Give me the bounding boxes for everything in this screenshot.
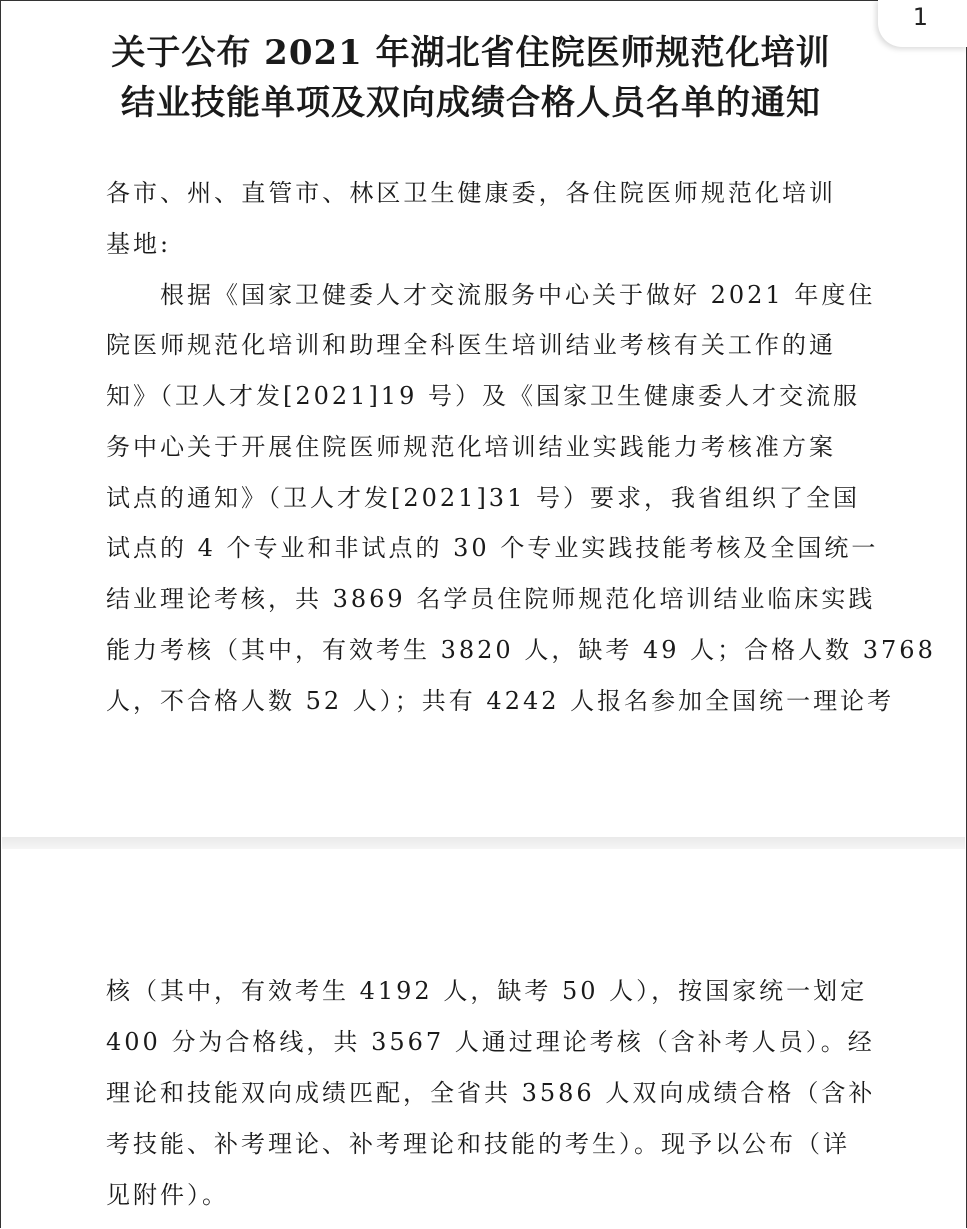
title-line-1: 关于公布 2021 年湖北省住院医师规范化培训: [111, 33, 831, 73]
page-separator: [2, 837, 965, 849]
title-line-2: 结业技能单项及双向成绩合格人员名单的通知: [121, 83, 821, 123]
body-line: 根据《国家卫健委人才交流服务中心关于做好 2021 年度住: [106, 281, 876, 309]
document-page-1: [1, 1, 966, 837]
body-line: 人，不合格人数 52 人）；共有 4242 人报名参加全国统一理论考: [106, 687, 895, 715]
body-line: 见附件）。: [106, 1181, 229, 1209]
body-line: 理论和技能双向成绩匹配，全省共 3586 人双向成绩合格（含补: [106, 1079, 876, 1107]
body-line: 结业理论考核，共 3869 名学员住院师规范化培训结业临床实践: [106, 585, 876, 613]
body-line: 试点的 4 个专业和非试点的 30 个专业实践技能考核及全国统一: [106, 534, 879, 562]
body-line: 核（其中，有效考生 4192 人，缺考 50 人），按国家统一划定: [106, 977, 868, 1005]
document-page-2: [1, 849, 966, 1229]
body-line: 400 分为合格线，共 3567 人通过理论考核（含补考人员）。经: [106, 1028, 875, 1056]
page-number: 1: [912, 3, 928, 31]
body-line: 基地:: [106, 230, 172, 258]
body-line: 能力考核（其中，有效考生 3820 人，缺考 49 人；合格人数 3768: [106, 636, 936, 664]
body-line: 各市、州、直管市、林区卫生健康委，各住院医师规范化培训: [106, 179, 836, 207]
body-line: 试点的通知》（卫人才发[2021]31 号）要求，我省组织了全国: [106, 484, 860, 512]
body-line: 院医师规范化培训和助理全科医生培训结业考核有关工作的通: [106, 331, 836, 359]
body-line: 考技能、补考理论、补考理论和技能的考生）。现予以公布（详: [106, 1130, 850, 1158]
body-line: 知》（卫人才发[2021]19 号）及《国家卫生健康委人才交流服: [106, 382, 860, 410]
body-line: 务中心关于开展住院医师规范化培训结业实践能力考核准方案: [106, 433, 836, 461]
